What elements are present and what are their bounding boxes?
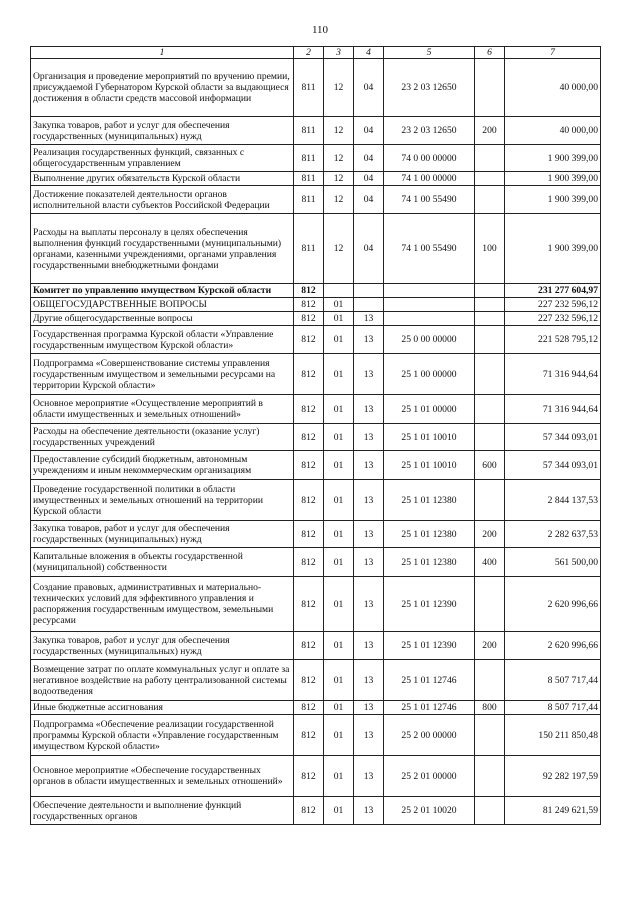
cell-amount: 1 900 399,00 [505,186,601,214]
table-row [31,186,601,214]
cell-pr: 13 [354,480,384,521]
cell-vr: 200 [475,632,505,660]
cell-rz: 12 [324,214,354,284]
cell-rz [324,284,354,298]
cell-name: ОБЩЕГОСУДАРСТВЕННЫЕ ВОПРОСЫ [31,298,294,312]
table-row [31,326,601,354]
cell-amount: 40 000,00 [505,117,601,145]
cell-vr [475,480,505,521]
table-body [31,59,601,825]
cell-amount: 150 211 850,48 [505,715,601,756]
cell-name: Комитет по управлению имуществом Курской области [31,284,294,298]
cell-csr: 74 1 00 00000 [384,172,475,186]
cell-rz: 01 [324,632,354,660]
cell-rz: 01 [324,701,354,715]
cell-ved: 811 [294,172,324,186]
cell-vr: 600 [475,451,505,480]
cell-vr [475,284,505,298]
col-header-vr: 6 [475,47,505,59]
cell-amount: 71 316 944,64 [505,395,601,424]
cell-pr: 13 [354,797,384,825]
cell-rz: 01 [324,797,354,825]
cell-vr [475,577,505,632]
cell-pr: 13 [354,424,384,451]
cell-ved: 812 [294,521,324,548]
table-row [31,715,601,756]
cell-name: Государственная программа Курской области «Управление государственным имуществом Курской области» [31,326,294,354]
cell-name: Основное мероприятие «Обеспечение государственных органов в области имущественных и земельных отношений» [31,756,294,797]
table-row [31,354,601,395]
cell-pr: 13 [354,715,384,756]
cell-ved: 812 [294,480,324,521]
cell-csr: 25 2 01 00000 [384,756,475,797]
table-row [31,521,601,548]
cell-amount: 81 249 621,59 [505,797,601,825]
cell-rz: 01 [324,451,354,480]
col-header-pr: 4 [354,47,384,59]
cell-pr: 04 [354,145,384,172]
cell-vr [475,172,505,186]
cell-csr: 25 1 01 12746 [384,701,475,715]
cell-ved: 812 [294,451,324,480]
cell-rz: 01 [324,660,354,701]
cell-rz: 12 [324,186,354,214]
cell-name: Достижение показателей деятельности органов исполнительной власти субъектов Российской Федерации [31,186,294,214]
cell-ved: 811 [294,186,324,214]
cell-amount: 8 507 717,44 [505,660,601,701]
cell-pr: 13 [354,395,384,424]
cell-ved: 812 [294,797,324,825]
table-row [31,701,601,715]
cell-ved: 812 [294,395,324,424]
cell-rz: 01 [324,354,354,395]
table-row [31,214,601,284]
cell-rz: 01 [324,577,354,632]
cell-pr: 13 [354,326,384,354]
cell-vr: 100 [475,214,505,284]
cell-amount: 1 900 399,00 [505,145,601,172]
cell-pr: 04 [354,214,384,284]
cell-pr: 13 [354,701,384,715]
cell-vr [475,715,505,756]
cell-vr [475,660,505,701]
table-row [31,172,601,186]
cell-amount: 227 232 596,12 [505,312,601,326]
cell-amount: 2 620 996,66 [505,577,601,632]
cell-name: Закупка товаров, работ и услуг для обеспечения государственных (муниципальных) нужд [31,521,294,548]
cell-name: Реализация государственных функций, связанных с общегосударственным управлением [31,145,294,172]
cell-name: Возмещение затрат по оплате коммунальных услуг и оплате за негативное воздействие на работу централизованной системы водоотведения [31,660,294,701]
cell-csr: 25 2 00 00000 [384,715,475,756]
cell-ved: 812 [294,660,324,701]
cell-name: Капитальные вложения в объекты государственной (муниципальной) собственности [31,548,294,577]
cell-pr: 13 [354,312,384,326]
cell-name: Расходы на обеспечение деятельности (оказание услуг) государственных учреждений [31,424,294,451]
cell-name: Обеспечение деятельности и выполнение функций государственных органов [31,797,294,825]
table-row [31,577,601,632]
cell-amount: 231 277 604,97 [505,284,601,298]
cell-pr: 13 [354,756,384,797]
cell-amount: 8 507 717,44 [505,701,601,715]
cell-amount: 227 232 596,12 [505,298,601,312]
cell-csr: 74 1 00 55490 [384,214,475,284]
page-number: 110 [311,24,329,36]
col-header-rz: 3 [324,47,354,59]
table-row [31,395,601,424]
cell-csr: 23 2 03 12650 [384,59,475,117]
cell-pr: 04 [354,186,384,214]
cell-ved: 811 [294,59,324,117]
cell-amount: 92 282 197,59 [505,756,601,797]
cell-amount: 57 344 093,01 [505,424,601,451]
cell-ved: 811 [294,214,324,284]
cell-vr [475,186,505,214]
cell-name: Другие общегосударственные вопросы [31,312,294,326]
cell-rz: 01 [324,395,354,424]
cell-vr [475,298,505,312]
cell-ved: 812 [294,298,324,312]
table-row [31,756,601,797]
cell-pr: 13 [354,548,384,577]
cell-rz: 01 [324,326,354,354]
cell-amount: 1 900 399,00 [505,214,601,284]
budget-table [30,46,601,825]
cell-csr: 25 0 00 00000 [384,326,475,354]
cell-rz: 12 [324,145,354,172]
col-header-name: 1 [31,47,294,59]
table-row [31,59,601,117]
cell-name: Закупка товаров, работ и услуг для обеспечения государственных (муниципальных) нужд [31,632,294,660]
cell-rz: 01 [324,424,354,451]
cell-amount: 40 000,00 [505,59,601,117]
cell-name: Иные бюджетные ассигнования [31,701,294,715]
cell-vr [475,59,505,117]
cell-vr [475,797,505,825]
cell-rz: 12 [324,59,354,117]
cell-name: Расходы на выплаты персоналу в целях обеспечения выполнения функций государственными (муниципальными) органами, казенными учреждениями, органами управления государственными внебюджетными фондами [31,214,294,284]
cell-rz: 01 [324,756,354,797]
table-row [31,284,601,298]
cell-pr: 13 [354,632,384,660]
col-header-amount: 7 [505,47,601,59]
header-row [31,47,601,59]
cell-ved: 812 [294,284,324,298]
cell-csr: 74 1 00 55490 [384,186,475,214]
cell-ved: 812 [294,312,324,326]
table-row [31,797,601,825]
cell-pr: 04 [354,117,384,145]
cell-pr: 04 [354,172,384,186]
cell-csr: 25 1 01 12390 [384,632,475,660]
cell-pr: 13 [354,354,384,395]
cell-ved: 812 [294,701,324,715]
cell-rz: 01 [324,298,354,312]
cell-csr: 25 1 01 10010 [384,451,475,480]
cell-rz: 01 [324,715,354,756]
cell-pr: 13 [354,451,384,480]
table-row [31,424,601,451]
cell-vr [475,354,505,395]
cell-ved: 812 [294,326,324,354]
table-row [31,660,601,701]
cell-rz: 01 [324,312,354,326]
cell-csr: 25 1 01 12746 [384,660,475,701]
cell-csr: 25 1 01 12390 [384,577,475,632]
cell-rz: 12 [324,172,354,186]
cell-pr: 13 [354,660,384,701]
table-row [31,312,601,326]
cell-vr [475,756,505,797]
cell-amount: 2 620 996,66 [505,632,601,660]
cell-name: Предоставление субсидий бюджетным, автономным учреждениям и иным некоммерческим организациям [31,451,294,480]
cell-pr: 04 [354,59,384,117]
cell-ved: 812 [294,548,324,577]
cell-vr: 200 [475,521,505,548]
cell-name: Проведение государственной политики в области имущественных и земельных отношений на территории Курской области [31,480,294,521]
cell-vr: 800 [475,701,505,715]
cell-csr: 74 0 00 00000 [384,145,475,172]
cell-name: Подпрограмма «Обеспечение реализации государственной программы Курской области «Управление государственным имуществом Курской области» [31,715,294,756]
cell-amount: 1 900 399,00 [505,172,601,186]
cell-ved: 812 [294,715,324,756]
cell-csr [384,284,475,298]
cell-ved: 811 [294,145,324,172]
cell-vr: 200 [475,117,505,145]
cell-ved: 812 [294,632,324,660]
table-row [31,298,601,312]
cell-vr [475,145,505,172]
cell-csr: 25 2 01 10020 [384,797,475,825]
col-header-ved: 2 [294,47,324,59]
cell-amount: 2 282 637,53 [505,521,601,548]
cell-pr: 13 [354,521,384,548]
cell-ved: 812 [294,577,324,632]
cell-csr: 25 1 00 00000 [384,354,475,395]
cell-csr [384,312,475,326]
cell-rz: 01 [324,521,354,548]
cell-pr: 13 [354,577,384,632]
cell-csr: 25 1 01 12380 [384,521,475,548]
cell-name: Выполнение других обязательств Курской области [31,172,294,186]
cell-amount: 221 528 795,12 [505,326,601,354]
cell-rz: 12 [324,117,354,145]
cell-rz: 01 [324,480,354,521]
cell-ved: 811 [294,117,324,145]
table-row [31,451,601,480]
table-row [31,145,601,172]
cell-name: Основное мероприятие «Осуществление мероприятий в области имущественных и земельных отношений» [31,395,294,424]
cell-name: Закупка товаров, работ и услуг для обеспечения государственных (муниципальных) нужд [31,117,294,145]
cell-name: Создание правовых, административных и материально-технических условий для эффективного управления и распоряжения государственным имуществом, земельными ресурсами [31,577,294,632]
cell-csr: 25 1 01 12380 [384,480,475,521]
col-header-csr: 5 [384,47,475,59]
cell-csr: 25 1 01 10010 [384,424,475,451]
cell-pr [354,284,384,298]
cell-vr [475,312,505,326]
cell-amount: 2 844 137,53 [505,480,601,521]
cell-csr [384,298,475,312]
cell-vr [475,395,505,424]
cell-amount: 561 500,00 [505,548,601,577]
table-row [31,480,601,521]
cell-ved: 812 [294,756,324,797]
cell-csr: 25 1 01 00000 [384,395,475,424]
cell-ved: 812 [294,424,324,451]
cell-pr [354,298,384,312]
table-row [31,117,601,145]
table-row [31,632,601,660]
cell-amount: 71 316 944,64 [505,354,601,395]
table-row [31,548,601,577]
cell-ved: 812 [294,354,324,395]
cell-csr: 25 1 01 12380 [384,548,475,577]
cell-name: Подпрограмма «Совершенствование системы управления государственным имуществом и земельными ресурсами на территории Курской области» [31,354,294,395]
cell-csr: 23 2 03 12650 [384,117,475,145]
cell-name: Организация и проведение мероприятий по вручению премии, присуждаемой Губернатором Курской области за выдающиеся достижения в области средств массовой информации [31,59,294,117]
cell-rz: 01 [324,548,354,577]
cell-vr: 400 [475,548,505,577]
cell-amount: 57 344 093,01 [505,451,601,480]
cell-vr [475,326,505,354]
cell-vr [475,424,505,451]
